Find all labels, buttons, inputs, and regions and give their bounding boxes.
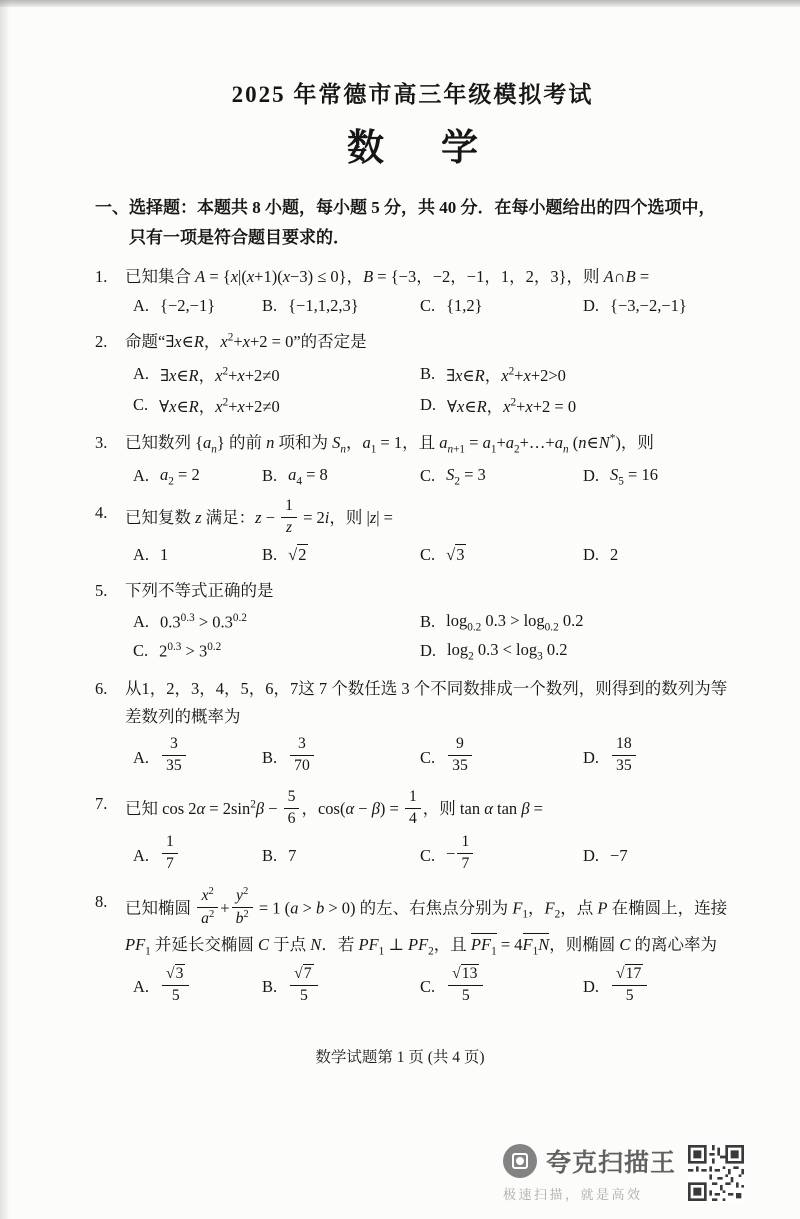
- option-A: [133, 967, 262, 1008]
- exam-subject: 数 学: [347, 128, 488, 169]
- option-D: [583, 737, 730, 778]
- question-6: [95, 675, 730, 778]
- question-4: [95, 499, 730, 565]
- option-B: [262, 846, 420, 866]
- option-C: [420, 737, 583, 778]
- option-C: [420, 835, 583, 876]
- option-label: A.: [133, 545, 150, 565]
- question-stem: 已知数列 $\{a_n\}$ 的前 n 项和为 $S_n$，$a_1 = 1$，且 $a_{n+1}$ = $a_1+a_2+\dots+a_n$ (n∈N*)，则: [125, 432, 654, 456]
- option-label: C.: [420, 747, 436, 767]
- question-number: 5.: [95, 581, 108, 601]
- option-label: C.: [420, 977, 436, 997]
- question-number: 2.: [95, 332, 108, 352]
- option-C: [420, 545, 583, 565]
- options-row: [125, 362, 730, 417]
- option-B: [262, 967, 420, 1008]
- question-number: 8.: [95, 892, 108, 912]
- option-value: −7: [610, 845, 628, 865]
- option-value: {−2,−1}: [160, 296, 216, 316]
- question-stem: 已知椭圆 $\frac{x^2}{a^2}$ + $\frac{y^2}{b^2}$ = 1 (a > b > 0) 的左、右焦点分别为 $F_1$，$F_2$，点 P 在椭圆上，连接 $PF_1$ 并延长交椭圆 C 于点 N．若 $PF_1$ ⊥ $PF_2$，且 $PF_1 = 4F_1N$，则椭圆 C 的离心率为: [125, 886, 728, 958]
- option-value: ∃x∈R，$x^2+x+2\ne 0$: [160, 365, 280, 386]
- question-stem: 已知复数 z 满足：z − $\frac{1}{z}$ = 2i，则 |z| =: [125, 497, 393, 537]
- option-D: [420, 393, 730, 417]
- option-label: C.: [133, 641, 149, 661]
- option-B: [262, 737, 420, 778]
- option-label: D.: [420, 641, 437, 661]
- question-number: 6.: [95, 678, 108, 698]
- option-label: D.: [583, 845, 600, 865]
- option-label: D.: [583, 977, 600, 997]
- option-value: ∀x∈R，$x^2+x+2 = 0$: [447, 396, 577, 417]
- question-5: [95, 577, 730, 662]
- option-label: C.: [420, 545, 436, 565]
- question-3: [95, 429, 730, 487]
- option-value: $S_2 = 3$: [446, 465, 486, 488]
- option-B: [420, 611, 730, 633]
- option-label: A.: [133, 364, 150, 384]
- scanner-slogan: 极速扫描，就是高效: [502, 1187, 643, 1202]
- option-label: C.: [420, 845, 436, 865]
- question-7: [95, 787, 730, 876]
- scanner-logo-icon: [503, 1144, 537, 1178]
- question-number: 1.: [95, 266, 108, 286]
- option-D: [420, 640, 730, 662]
- scanner-brand: 夸克扫描王: [545, 1149, 676, 1177]
- option-value: {−3,−2,−1}: [610, 296, 687, 316]
- option-D: [583, 296, 730, 316]
- option-value: $\frac{√3}{5}$: [160, 967, 191, 1008]
- option-value: 2: [610, 545, 619, 565]
- scanner-watermark: [503, 1143, 744, 1203]
- option-label: C.: [420, 466, 436, 486]
- option-label: A.: [133, 466, 150, 486]
- option-label: C.: [133, 395, 149, 415]
- option-value: $\frac{√7}{5}$: [288, 967, 319, 1008]
- qr-code: [688, 1145, 744, 1201]
- question-number: 4.: [95, 503, 108, 523]
- option-C: [420, 967, 583, 1008]
- question-number: 7.: [95, 793, 108, 813]
- question-number: 3.: [95, 433, 108, 453]
- exam-title: 2025 年常德市高三年级模拟考试: [231, 82, 594, 107]
- option-value: $\frac{√17}{5}$: [610, 967, 649, 1008]
- option-label: A.: [133, 747, 150, 767]
- options-row: [125, 296, 730, 316]
- option-value: 1: [160, 545, 169, 565]
- option-value: √3: [446, 545, 465, 565]
- option-D: [583, 967, 730, 1008]
- option-value: $\frac{18}{35}$: [610, 737, 638, 778]
- options-row: [125, 465, 730, 487]
- options-row: [125, 967, 730, 1008]
- option-label: A.: [133, 845, 150, 865]
- options-row: [125, 737, 730, 778]
- option-value: {1,2}: [446, 296, 483, 316]
- option-value: $0.3^{0.3} > 0.3^{0.2}$: [160, 611, 247, 632]
- option-C: [133, 641, 420, 662]
- option-value: $\frac{√13}{5}$: [446, 967, 485, 1008]
- question-8: [95, 888, 730, 1008]
- option-A: [133, 465, 262, 487]
- option-value: − $\frac{1}{7}$: [446, 835, 475, 876]
- option-value: $\frac{1}{7}$: [160, 835, 180, 876]
- option-D: [583, 465, 730, 487]
- option-value: $\frac{9}{35}$: [446, 737, 474, 778]
- question-2: [95, 328, 730, 417]
- question-stem: 已知 $\cos 2\alpha = 2\sin^2\beta$ − $\frac{5}{6}$ ，cos(α − β) = $\frac{1}{4}$ ，则 tan α tan β =: [125, 787, 543, 827]
- options-row: [125, 611, 730, 663]
- option-value: $\frac{3}{70}$: [288, 737, 316, 778]
- option-B: [262, 296, 420, 316]
- option-C: [420, 296, 583, 316]
- option-label: D.: [583, 545, 600, 565]
- option-value: ∃x∈R，$x^2+x+2>0$: [446, 365, 566, 386]
- option-label: B.: [420, 364, 436, 384]
- option-C: [420, 465, 583, 487]
- option-D: [583, 846, 730, 866]
- option-value: $\frac{3}{35}$: [160, 737, 188, 778]
- section-heading: [95, 193, 730, 254]
- option-label: D.: [583, 296, 600, 316]
- option-value: $2^{0.3} > 3^{0.2}$: [159, 641, 222, 661]
- option-value: $S_5 = 16$: [610, 465, 658, 488]
- section-instructions: 选择题：本题共 8 小题，每小题 5 分，共 40 分．在每小题给出的四个选项中，只有一项是符合题目要求的．: [129, 198, 716, 248]
- option-value: 7: [288, 845, 297, 865]
- option-B: [420, 362, 730, 386]
- option-A: [133, 362, 420, 386]
- option-label: B.: [262, 466, 278, 486]
- option-label: B.: [262, 845, 278, 865]
- option-label: D.: [420, 395, 437, 415]
- option-label: B.: [262, 977, 278, 997]
- question-stem: 已知集合 A = {x|(x+1)(x−3) ≤ 0}，B = {−3，−2，−1，1，2，3}，则 A∩B =: [125, 266, 650, 286]
- option-label: B.: [262, 296, 278, 316]
- question-1: [95, 263, 730, 317]
- option-value: $a_2 = 2$: [160, 465, 200, 488]
- option-A: [133, 835, 262, 876]
- option-label: D.: [583, 466, 600, 486]
- option-value: ∀x∈R，$x^2+x+2\ne 0$: [159, 396, 280, 417]
- option-label: B.: [262, 545, 278, 565]
- option-value: {−1,1,2,3}: [288, 296, 359, 316]
- question-stem: 下列不等式正确的是: [125, 581, 274, 601]
- option-label: A.: [133, 296, 150, 316]
- option-A: [133, 737, 262, 778]
- option-value: $\log_{0.2} 0.3 > \log_{0.2} 0.2$: [446, 610, 584, 634]
- page-footer: 数学试题第 1 页 (共 4 页): [315, 1049, 485, 1066]
- option-label: B.: [420, 612, 436, 632]
- option-label: A.: [133, 612, 150, 632]
- option-label: C.: [420, 296, 436, 316]
- option-label: A.: [133, 977, 150, 997]
- option-B: [262, 465, 420, 487]
- option-A: [133, 545, 262, 565]
- option-value: $\log_2 0.3 < \log_3 0.2$: [447, 640, 568, 663]
- question-stem: 命题“∃x∈R，$x^2+x+2 = 0$”的否定是: [125, 331, 367, 352]
- section-number: 一、: [95, 198, 129, 217]
- option-B: [262, 545, 420, 565]
- options-row: [125, 835, 730, 876]
- option-value: √2: [288, 545, 307, 565]
- option-C: [133, 393, 420, 417]
- option-label: D.: [583, 747, 600, 767]
- question-stem: 从1，2，3，4，5，6，7这 7 个数任选 3 个不同数排成一个数列，则得到的数列为等差数列的概率为: [125, 678, 728, 727]
- options-row: [125, 545, 730, 565]
- option-A: [133, 296, 262, 316]
- option-label: B.: [262, 747, 278, 767]
- option-value: $a_4 = 8$: [288, 465, 328, 488]
- option-D: [583, 545, 730, 565]
- option-A: [133, 612, 420, 633]
